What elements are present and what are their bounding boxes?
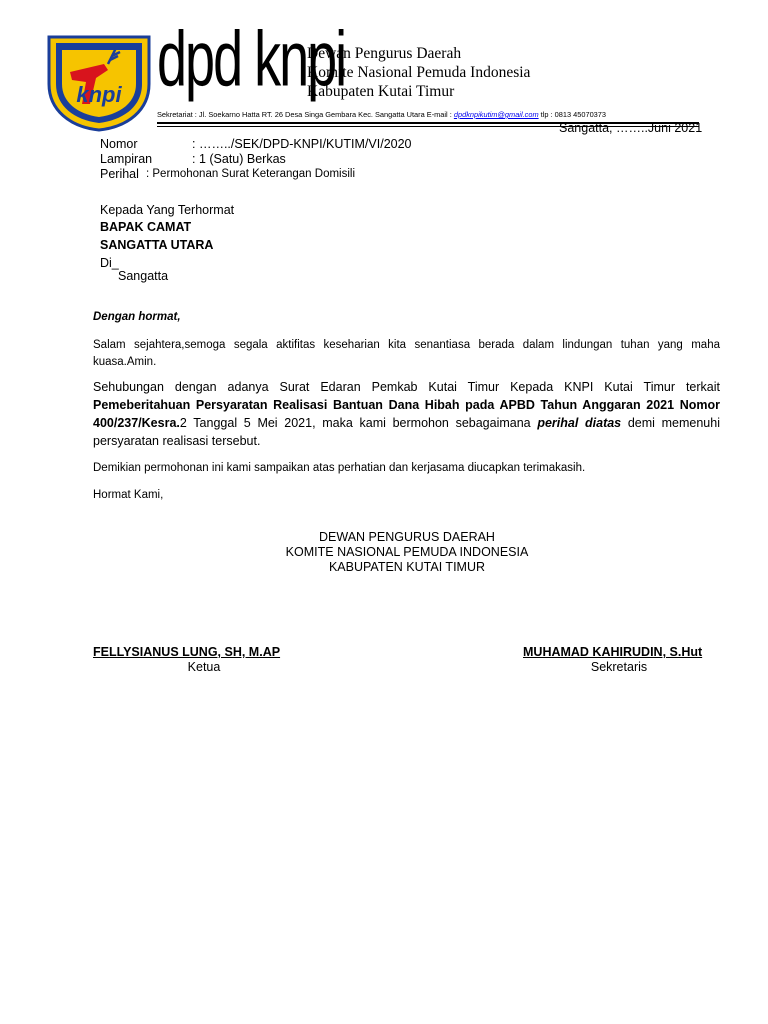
- signer-2: [500, 645, 720, 675]
- nomor-value: : ……../SEK/DPD-KNPI/KUTIM/VI/2020: [192, 137, 412, 151]
- para2-text-c: demi memenuhi persyaratan realisasi tersebut.: [93, 416, 720, 448]
- paragraph-1: Salam sejahtera,semoga segala aktifitas keseharian kita senantiasa berada dalam lindungan tuhan yang maha kuasa.Amin.: [93, 339, 720, 368]
- signer1-role: Ketua: [187, 660, 221, 674]
- recipient-city: Sangatta: [118, 269, 169, 283]
- lampiran-label: Lampiran: [100, 152, 153, 166]
- para2-bold: Pemeberitahuan Persyaratan Realisasi Bantuan Dana Hibah pada APBD Tahun Anggaran 2021 Nomor 400/237/Kesra.: [93, 398, 720, 430]
- paragraph-2: [93, 378, 720, 450]
- greeting: Dengan hormat,: [93, 311, 181, 323]
- para2-emphasis: perihal diatas: [537, 416, 622, 430]
- kepada-line: Kepada Yang Terhormat: [100, 203, 235, 217]
- recipient-office: SANGATTA UTARA: [100, 238, 214, 252]
- recipient-title: BAPAK CAMAT: [100, 220, 192, 234]
- knpi-logo: [46, 34, 152, 132]
- org-name-line1: Dewan Pengurus Daerah: [307, 45, 462, 62]
- signer-1: [93, 645, 315, 675]
- perihal-value: : Permohonan Surat Keterangan Domisili: [146, 168, 356, 180]
- email-link[interactable]: dpdknpikutim@gmail.com: [453, 110, 539, 119]
- paragraph-3: Demikian permohonan ini kami sampaikan atas perhatian dan kerjasama diucapkan terimakasih.: [93, 462, 586, 474]
- para2-text-a: Sehubungan dengan adanya Surat Edaran Pemkab Kutai Timur Kepada KNPI Kutai Timur terkait: [93, 380, 720, 394]
- para2-text-b: 2 Tanggal 5 Mei 2021, maka kami bermohon sebagaimana: [179, 416, 538, 430]
- nomor-label: Nomor: [100, 137, 138, 151]
- lampiran-value: : 1 (Satu) Berkas: [192, 152, 286, 166]
- sign-org-line2: KOMITE NASIONAL PEMUDA INDONESIA: [285, 545, 529, 559]
- svg-text:knpi: knpi: [76, 82, 122, 107]
- place-date: Sangatta, ……..Juni 2021: [559, 121, 703, 135]
- org-name-line3: Kabupaten Kutai Timur: [307, 83, 455, 100]
- signature-org: [200, 530, 614, 575]
- signer2-name: MUHAMAD KAHIRUDIN, S.Hut: [523, 645, 703, 659]
- sign-org-line3: KABUPATEN KUTAI TIMUR: [328, 560, 486, 574]
- address-text: Sekretariat : Jl. Soekarno Hatta RT. 26 Desa Singa Gembara Kec. Sangatta Utara E-mail :: [157, 110, 454, 119]
- phone-text: tlp : 0813 45070373: [538, 110, 607, 119]
- closing: Hormat Kami,: [93, 489, 164, 501]
- di-line: Di_: [100, 256, 119, 270]
- perihal-label: Perihal: [100, 167, 139, 181]
- org-name-line2: Komite Nasional Pemuda Indonesia: [307, 64, 531, 81]
- sign-org-line1: DEWAN PENGURUS DAERAH: [319, 530, 495, 544]
- secretariat-address: [157, 110, 606, 119]
- signer2-role: Sekretaris: [590, 660, 648, 674]
- signer1-name: FELLYSIANUS LUNG, SH, M.AP: [93, 645, 281, 659]
- brand-wordmark: dpd knpi: [157, 15, 346, 103]
